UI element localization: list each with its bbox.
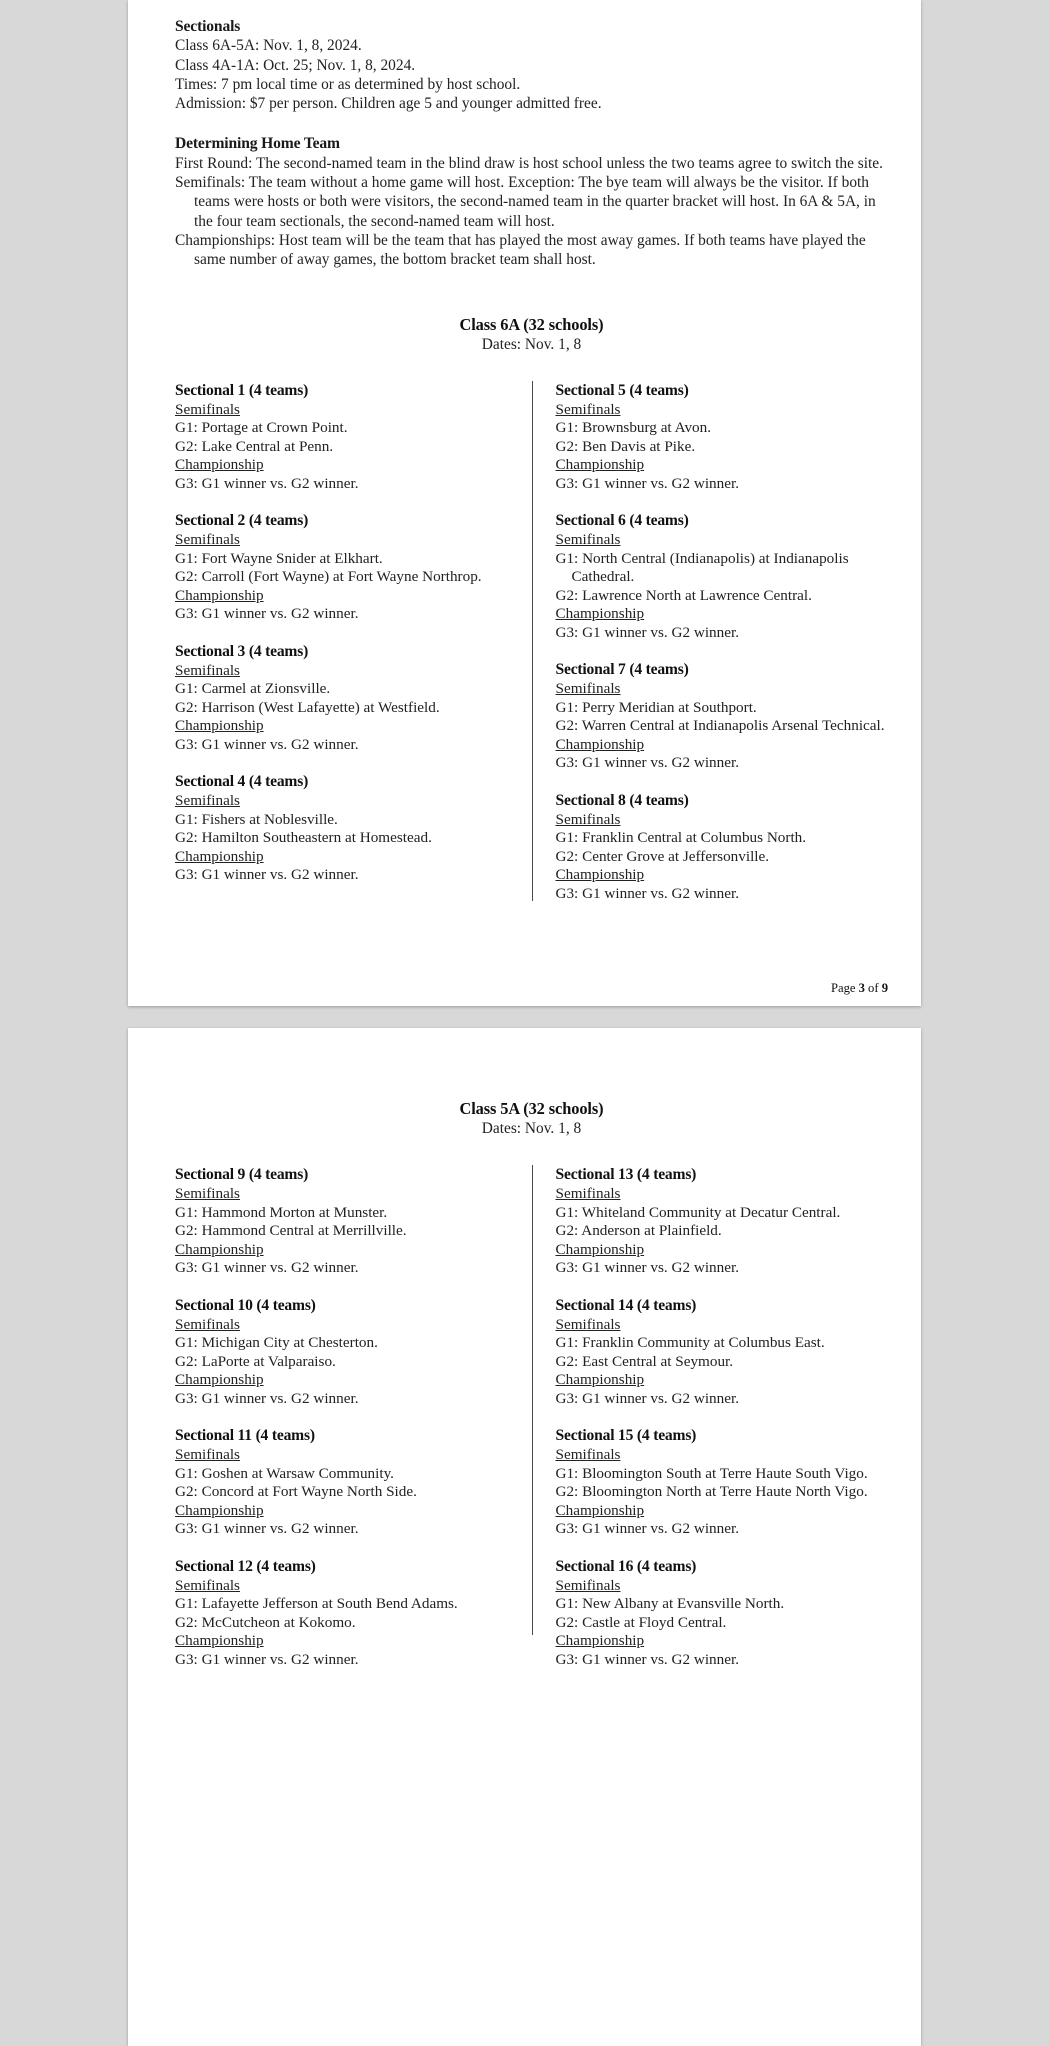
game-line: G2: McCutcheon at Kokomo. xyxy=(175,1613,356,1631)
game-line: G1: North Central (Indianapolis) at Indianapolis Cathedral. xyxy=(555,549,849,586)
round-label-row xyxy=(175,792,514,811)
round-label-row xyxy=(556,1577,889,1596)
game-line: G2: Lawrence North at Lawrence Central. xyxy=(555,586,812,604)
sectional-block xyxy=(175,1426,514,1539)
game-line: G1: Lafayette Jefferson at South Bend Adams. xyxy=(175,1595,458,1613)
game-line: G2: Bloomington North at Terre Haute North Vigo. xyxy=(555,1483,868,1501)
game-line: G3: G1 winner vs. G2 winner. xyxy=(175,474,359,492)
round-label: Semifinals xyxy=(175,400,240,418)
round-label: Championship xyxy=(555,1632,645,1650)
round-label-row xyxy=(556,456,889,475)
game-line: G3: G1 winner vs. G2 winner. xyxy=(555,884,739,902)
game-line: G1: Michigan City at Chesterton. xyxy=(175,1334,378,1352)
sectional-title: Sectional 11 (4 teams) xyxy=(175,1427,315,1445)
game-line: G1: Hammond Morton at Munster. xyxy=(175,1203,388,1221)
sectional-block xyxy=(556,1426,889,1539)
footer-page-number: 3 xyxy=(858,981,865,996)
round-label: Semifinals xyxy=(555,810,621,828)
sectional-title: Sectional 8 (4 teams) xyxy=(555,791,689,809)
sectional-title: Sectional 6 (4 teams) xyxy=(555,512,689,530)
round-label-row xyxy=(175,1577,514,1596)
game-line: G1: Franklin Community at Columbus East. xyxy=(555,1334,825,1352)
round-label-row xyxy=(556,680,889,699)
game-line: G3: G1 winner vs. G2 winner. xyxy=(175,735,359,753)
round-label: Championship xyxy=(555,866,645,884)
round-label-row xyxy=(175,1316,514,1335)
round-label: Championship xyxy=(175,1240,264,1258)
round-label-row xyxy=(175,1241,514,1260)
footer-prefix: Page xyxy=(830,981,859,996)
round-label-row xyxy=(175,401,514,420)
class-5a-dates: Dates: Nov. 1, 8 xyxy=(481,1120,582,1138)
class-6a-right-column xyxy=(532,381,889,922)
round-label-row xyxy=(175,1371,514,1390)
game-line: G3: G1 winner vs. G2 winner. xyxy=(555,1520,739,1538)
sectional-title: Sectional 13 (4 teams) xyxy=(555,1166,697,1184)
round-label-row xyxy=(175,1502,514,1521)
round-label-row xyxy=(556,1446,889,1465)
round-label-row xyxy=(175,587,514,606)
sectional-block xyxy=(175,1296,514,1409)
game-line: G3: G1 winner vs. G2 winner. xyxy=(555,474,739,492)
round-label-row xyxy=(175,662,514,681)
sectional-title: Sectional 5 (4 teams) xyxy=(555,381,689,399)
round-label: Semifinals xyxy=(555,1185,621,1203)
class-6a-left-column xyxy=(175,381,532,922)
footer-middle: of xyxy=(864,981,882,996)
sectional-title: Sectional 2 (4 teams) xyxy=(175,512,309,530)
round-label: Semifinals xyxy=(175,531,240,549)
round-label-row xyxy=(175,1632,514,1651)
game-line: G3: G1 winner vs. G2 winner. xyxy=(555,1650,739,1668)
round-label: Semifinals xyxy=(175,792,240,810)
round-label-row xyxy=(556,1371,889,1390)
sectional-title: Sectional 10 (4 teams) xyxy=(175,1296,316,1314)
round-label: Championship xyxy=(555,456,645,474)
sectional-title: Sectional 12 (4 teams) xyxy=(175,1557,316,1575)
round-label-row xyxy=(556,605,889,624)
game-line: G2: Hammond Central at Merrillville. xyxy=(175,1222,407,1240)
round-label: Championship xyxy=(175,847,264,865)
sectional-title: Sectional 16 (4 teams) xyxy=(555,1557,697,1575)
sectional-title: Sectional 3 (4 teams) xyxy=(175,642,309,660)
home-team-heading: Determining Home Team xyxy=(175,135,340,153)
round-label: Championship xyxy=(175,586,264,604)
round-label-row xyxy=(556,736,889,755)
round-label-row xyxy=(556,811,889,830)
round-label: Semifinals xyxy=(175,1446,240,1464)
round-label: Semifinals xyxy=(555,1446,621,1464)
class-5a-right-column xyxy=(532,1165,889,1687)
round-label: Championship xyxy=(555,1371,645,1389)
game-line: G1: Carmel at Zionsville. xyxy=(175,680,331,698)
sectionals-heading: Sectionals xyxy=(175,18,241,35)
round-label: Semifinals xyxy=(175,1576,240,1594)
game-line: G2: East Central at Seymour. xyxy=(555,1352,734,1370)
sectional-block xyxy=(556,1165,889,1278)
document-page-1 xyxy=(128,0,921,1006)
page-footer xyxy=(128,981,921,996)
round-label-row xyxy=(175,531,514,550)
class-6a-bracket-columns xyxy=(175,381,888,922)
class-6a-title: Class 6A (32 schools) xyxy=(459,314,604,334)
game-line: G2: Castle at Floyd Central. xyxy=(555,1613,727,1631)
game-line: G1: Perry Meridian at Southport. xyxy=(555,698,757,716)
game-line: G2: Anderson at Plainfield. xyxy=(555,1222,722,1240)
round-label: Semifinals xyxy=(175,1315,240,1333)
round-label: Championship xyxy=(175,717,264,735)
round-label: Semifinals xyxy=(555,1576,621,1594)
game-line: G2: Ben Davis at Pike. xyxy=(555,437,696,455)
intro-line-0: Class 6A-5A: Nov. 1, 8, 2024. xyxy=(175,37,362,55)
sectional-block xyxy=(556,1296,889,1409)
sectional-block xyxy=(556,511,889,642)
sectional-block xyxy=(556,1557,889,1670)
game-line: G2: LaPorte at Valparaiso. xyxy=(175,1352,336,1370)
round-label-row xyxy=(175,1446,514,1465)
game-line: G3: G1 winner vs. G2 winner. xyxy=(175,1259,359,1277)
game-line: G1: Brownsburg at Avon. xyxy=(555,419,712,437)
home-team-paragraph-semifinals: Semifinals: The team without a home game will host. Exception: The bye team will always be the visitor. If both teams were hosts or both were visitors, the second-named team in the quarter bracket will host. In 6A & 5A, in the four team sectionals, the second-named team will host. xyxy=(175,174,876,230)
game-line: G3: G1 winner vs. G2 winner. xyxy=(555,1259,739,1277)
game-line: G2: Hamilton Southeastern at Homestead. xyxy=(175,829,432,847)
intro-line-3: Admission: $7 per person. Children age 5 and younger admitted free. xyxy=(175,95,602,113)
game-line: G1: Goshen at Warsaw Community. xyxy=(175,1464,394,1482)
game-line: G3: G1 winner vs. G2 winner. xyxy=(175,1650,359,1668)
sectional-block xyxy=(175,1557,514,1670)
home-team-paragraph-first-round: First Round: The second-named team in the blind draw is host school unless the two teams agree to switch the site. xyxy=(175,154,883,172)
round-label: Semifinals xyxy=(175,661,240,679)
sectional-title: Sectional 1 (4 teams) xyxy=(175,381,309,399)
class-5a-bracket-columns xyxy=(175,1165,888,1687)
game-line: G3: G1 winner vs. G2 winner. xyxy=(555,754,739,772)
game-line: G2: Concord at Fort Wayne North Side. xyxy=(175,1483,417,1501)
round-label-row xyxy=(175,1185,514,1204)
sectional-block xyxy=(175,381,514,494)
game-line: G1: Fishers at Noblesville. xyxy=(175,810,338,828)
game-line: G1: Portage at Crown Point. xyxy=(175,419,348,437)
game-line: G3: G1 winner vs. G2 winner. xyxy=(555,623,739,641)
sectional-block xyxy=(556,381,889,494)
game-line: G2: Carroll (Fort Wayne) at Fort Wayne Northrop. xyxy=(175,568,482,586)
class-5a-left-column xyxy=(175,1165,532,1687)
game-line: G2: Lake Central at Penn. xyxy=(175,437,334,455)
round-label: Semifinals xyxy=(175,1185,240,1203)
intro-line-1: Class 4A-1A: Oct. 25; Nov. 1, 8, 2024. xyxy=(175,56,416,74)
round-label-row xyxy=(175,717,514,736)
round-label-row xyxy=(556,1185,889,1204)
round-label-row xyxy=(556,866,889,885)
round-label-row xyxy=(175,456,514,475)
sectional-block xyxy=(556,660,889,773)
game-line: G1: Bloomington South at Terre Haute South Vigo. xyxy=(555,1464,868,1482)
round-label: Championship xyxy=(555,605,645,623)
sectional-title: Sectional 9 (4 teams) xyxy=(175,1166,309,1184)
round-label-row xyxy=(556,1241,889,1260)
sectional-block xyxy=(175,1165,514,1278)
round-label: Semifinals xyxy=(555,1315,621,1333)
round-label-row xyxy=(556,531,889,550)
game-line: G1: New Albany at Evansville North. xyxy=(555,1595,785,1613)
game-line: G1: Franklin Central at Columbus North. xyxy=(555,829,807,847)
game-line: G2: Center Grove at Jeffersonville. xyxy=(555,847,770,865)
game-line: G3: G1 winner vs. G2 winner. xyxy=(555,1389,739,1407)
round-label: Semifinals xyxy=(555,531,621,549)
round-label: Championship xyxy=(175,1371,264,1389)
column-divider xyxy=(532,1165,533,1635)
sectional-title: Sectional 14 (4 teams) xyxy=(555,1296,697,1314)
round-label: Championship xyxy=(555,735,645,753)
round-label-row xyxy=(175,848,514,867)
round-label: Championship xyxy=(555,1240,645,1258)
round-label: Championship xyxy=(175,1632,264,1650)
game-line: G1: Fort Wayne Snider at Elkhart. xyxy=(175,549,383,567)
round-label: Championship xyxy=(175,456,264,474)
class-6a-dates: Dates: Nov. 1, 8 xyxy=(481,335,582,353)
class-5a-title: Class 5A (32 schools) xyxy=(459,1099,604,1119)
round-label-row xyxy=(556,1316,889,1335)
sectional-block xyxy=(556,791,889,904)
round-label: Championship xyxy=(555,1501,645,1519)
sectional-block xyxy=(175,642,514,755)
round-label-row xyxy=(556,1502,889,1521)
round-label-row xyxy=(556,401,889,420)
column-divider xyxy=(532,381,533,901)
game-line: G2: Harrison (West Lafayette) at Westfield. xyxy=(175,698,440,716)
footer-total-pages: 9 xyxy=(881,981,888,996)
sectional-title: Sectional 15 (4 teams) xyxy=(555,1427,697,1445)
round-label: Championship xyxy=(175,1501,264,1519)
sectional-title: Sectional 4 (4 teams) xyxy=(175,773,309,791)
sectional-block xyxy=(175,511,514,624)
game-line: G1: Whiteland Community at Decatur Central. xyxy=(555,1203,841,1221)
round-label: Semifinals xyxy=(555,400,621,418)
document-page-2 xyxy=(128,1028,921,2046)
game-line: G3: G1 winner vs. G2 winner. xyxy=(175,605,359,623)
intro-line-2: Times: 7 pm local time or as determined by host school. xyxy=(175,75,521,93)
sectional-title: Sectional 7 (4 teams) xyxy=(555,661,689,679)
game-line: G3: G1 winner vs. G2 winner. xyxy=(175,866,359,884)
sectional-block xyxy=(175,772,514,885)
game-line: G3: G1 winner vs. G2 winner. xyxy=(175,1389,359,1407)
game-line: G2: Warren Central at Indianapolis Arsenal Technical. xyxy=(555,717,885,735)
round-label-row xyxy=(556,1632,889,1651)
home-team-paragraph-championships: Championships: Host team will be the team that has played the most away games. If both teams have played the same number of away games, the bottom bracket team shall host. xyxy=(175,231,866,269)
round-label: Semifinals xyxy=(555,680,621,698)
game-line: G3: G1 winner vs. G2 winner. xyxy=(175,1520,359,1538)
